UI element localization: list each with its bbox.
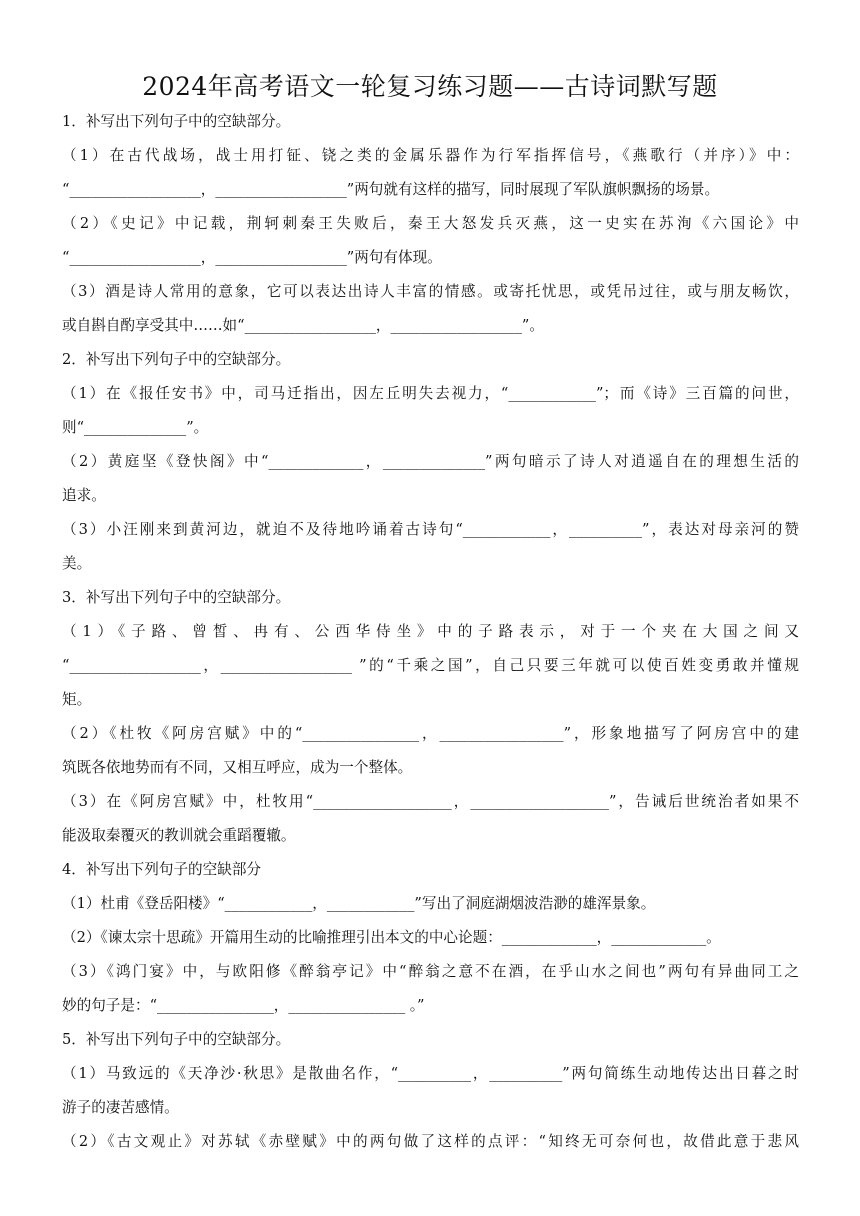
question-text: （1）《子路、曾皙、冉有、公西华侍坐》中的子路表示，对于一个夹在大国之间又 bbox=[62, 623, 799, 640]
question-text: 美。 bbox=[62, 555, 92, 572]
question-text: （1）杜甫《登岳阳楼》“____________，____________”写出了洞庭湖烟波浩渺的雄浑景象。 bbox=[62, 895, 656, 912]
question-text: “__________________，__________________”两句有体现。 bbox=[62, 249, 442, 266]
question-heading: 3．补写出下列句子中的空缺部分。 bbox=[62, 589, 291, 606]
question-text: （3）酒是诗人常用的意象，它可以表达出诗人丰富的情感。或寄托忧思，或凭吊过往，或与朋友畅饮， bbox=[62, 283, 799, 300]
question-text: （3）小汪刚来到黄河边，就迫不及待地吟诵着古诗句“____________，__________”，表达对母亲河的赞 bbox=[62, 521, 799, 538]
question-heading: 4．补写出下列句子的空缺部分 bbox=[62, 861, 262, 878]
question-text: （1）在古代战场，战士用打钲、铙之类的金属乐器作为行军指挥信号，《燕歌行（并序）》中： bbox=[62, 147, 799, 164]
question-text: （1）马致远的《天净沙·秋思》是散曲名作，“__________，__________”两句简练生动地传达出日暮之时 bbox=[62, 1065, 799, 1082]
question-heading: 5．补写出下列句子中的空缺部分。 bbox=[62, 1031, 291, 1048]
question-text: 追求。 bbox=[62, 487, 106, 504]
question-text: 游子的凄苦感情。 bbox=[62, 1099, 179, 1116]
question-text: （2）《谏太宗十思疏》开篇用生动的比喻推理引出本文的中心论题：_____________，_____________。 bbox=[62, 929, 721, 946]
question-text: （2）《史记》中记载，荆轲刺秦王失败后，秦王大怒发兵灭燕，这一史实在苏洵《六国论》中 bbox=[62, 215, 799, 232]
question-text: 筑既各依地势而有不同，又相互呼应，成为一个整体。 bbox=[62, 759, 413, 776]
document-title: 2024年高考语文一轮复习练习题——古诗词默写题 bbox=[142, 72, 718, 101]
question-text: （1）在《报任安书》中，司马迁指出，因左丘明失去视力，“____________”；而《诗》三百篇的问世， bbox=[62, 385, 799, 402]
question-text: “__________________，__________________ ”的“千乘之国”，自己只要三年就可以使百姓变勇敢并懂规 bbox=[62, 657, 799, 674]
question-text: “__________________，__________________”两句就有这样的描写，同时展现了军队旗帜飘扬的场景。 bbox=[62, 181, 720, 198]
question-heading: 2．补写出下列句子中的空缺部分。 bbox=[62, 351, 291, 368]
question-text: 能汲取秦覆灭的教训就会重蹈覆辙。 bbox=[62, 827, 296, 844]
question-text: 妙的句子是：“________________，________________ 。” bbox=[62, 997, 425, 1014]
question-heading: 1．补写出下列句子中的空缺部分。 bbox=[62, 113, 291, 130]
question-text: 或自斟自酌享受其中……如“__________________，__________________”。 bbox=[62, 317, 544, 334]
question-text: （2）黄庭坚《登快阁》中“_____________，______________”两句暗示了诗人对逍遥自在的理想生活的 bbox=[62, 453, 799, 470]
question-text: （3）在《阿房宫赋》中，杜牧用“___________________，___________________”，告诫后世统治者如果不 bbox=[62, 793, 799, 810]
question-text: （2）《古文观止》对苏轼《赤壁赋》中的两句做了这样的点评：“知终无可奈何也，故借此意于悲风 bbox=[62, 1133, 799, 1150]
question-text: 矩。 bbox=[62, 691, 92, 708]
question-text: （2）《杜牧《阿房宫赋》中的“________________，_________________”，形象地描写了阿房宫中的建 bbox=[62, 725, 799, 742]
question-text: 则“______________”。 bbox=[62, 419, 209, 436]
question-text: （3）《鸿门宴》中，与欧阳修《醉翁亭记》中“醉翁之意不在酒，在乎山水之间也”两句有异曲同工之 bbox=[62, 963, 799, 980]
